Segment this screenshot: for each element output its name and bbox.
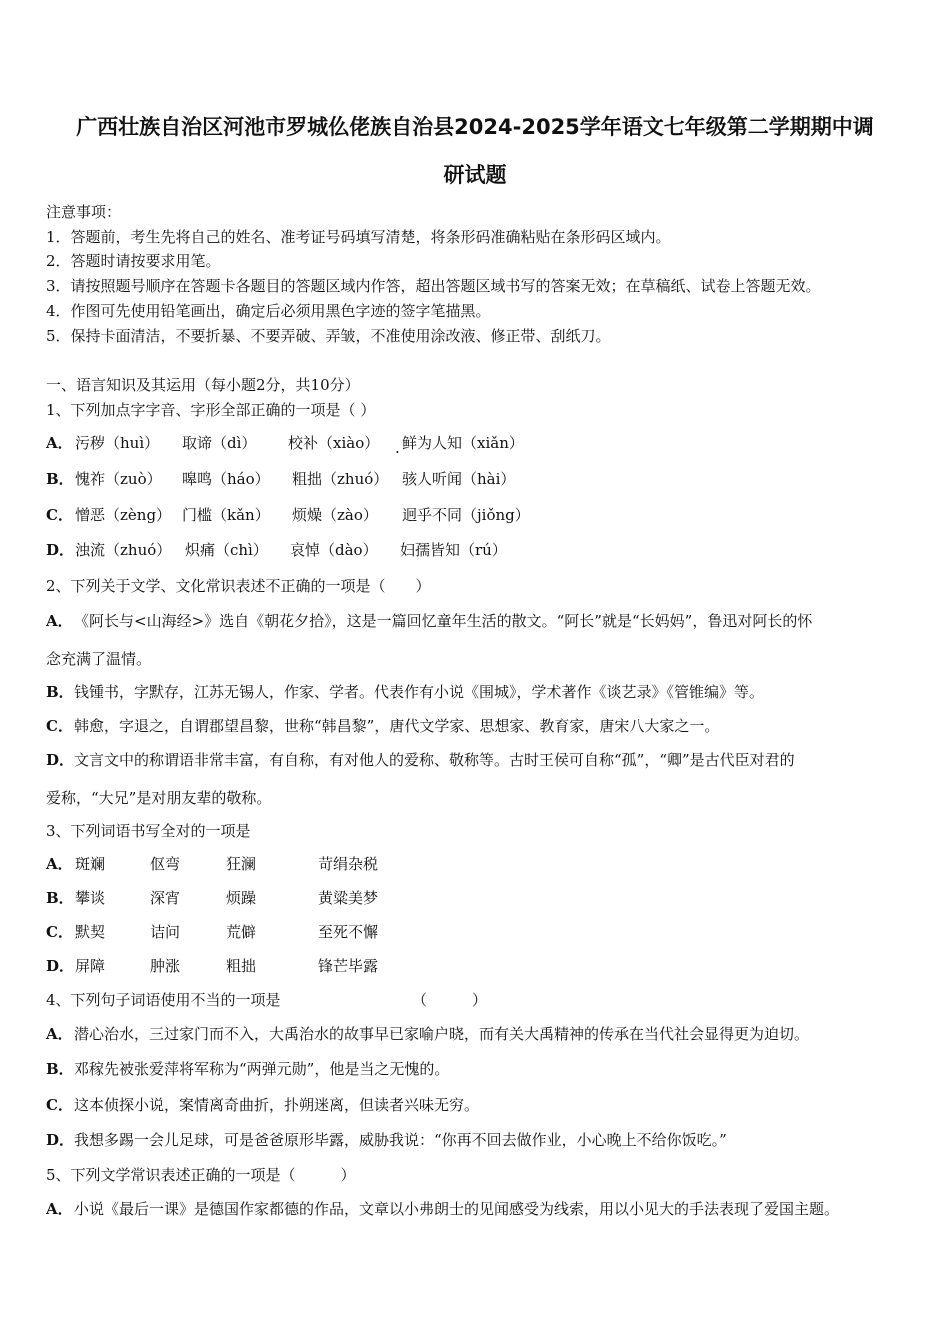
- q1-d-item: 妇孺皆知（rú）: [400, 541, 507, 559]
- q3-d-word: 锋芒毕露: [318, 957, 379, 975]
- option-text: 《阿长与<山海经>》选自《朝花夕拾》，这是一篇回忆童年生活的散文。“阿长”就是“长妈妈”，鲁迅对阿长的怀: [74, 612, 813, 630]
- q3-d-word: 肿涨: [150, 957, 181, 975]
- q3-b-word: 烦躁: [226, 889, 257, 907]
- q2-option-d[interactable]: [46, 750, 795, 770]
- q2-option-a-cont: 念充满了温情。: [46, 650, 152, 668]
- q1-c-item: 烦燥（zào）: [292, 506, 378, 524]
- notice-item: 4．作图可先使用铅笔画出，确定后必须用黑色字迹的签字笔描黑。: [46, 302, 491, 320]
- q1-d-item: 炽痛（chì）: [185, 541, 268, 559]
- q1-c-item: 憎恶（zèng）: [75, 506, 172, 524]
- option-key: D．: [46, 957, 75, 975]
- q3-a-word: 狂澜: [226, 855, 257, 873]
- option-text: 韩愈，字退之，自谓郡望昌黎，世称“韩昌黎”，唐代文学家、思想家、教育家，唐宋八大家之一。: [74, 717, 720, 735]
- q2-option-b[interactable]: [46, 682, 764, 702]
- q4-option-b[interactable]: [46, 1059, 449, 1079]
- option-key: C．: [46, 923, 73, 941]
- question-5-stem: 5、下列文学常识表述正确的一项是（ ）: [46, 1166, 356, 1184]
- q1-a-item: 鲜为人知（xiǎn）: [402, 434, 524, 452]
- q3-b-word: 攀谈: [75, 889, 106, 907]
- answer-blank: （ ）: [412, 991, 488, 1009]
- option-key: C．: [46, 717, 73, 735]
- q4-option-a[interactable]: [46, 1024, 809, 1044]
- q1-a-item: 取谛（dì）: [182, 434, 257, 452]
- page-title-line2: 研试题: [443, 163, 507, 187]
- q3-c-word: 诘问: [150, 923, 181, 941]
- q1-b-item: 粗拙（zhuó）: [292, 470, 389, 488]
- q3-c-word: 默契: [75, 923, 106, 941]
- option-text: 潜心治水，三过家门而不入，大禹治水的故事早已家喻户晓，而有关大禹精神的传承在当代社会显得更为迫切。: [74, 1025, 810, 1043]
- q5-option-a[interactable]: [46, 1199, 839, 1219]
- section-heading: 一、语言知识及其运用（每小题2分，共10分）: [46, 376, 360, 394]
- notice-item: 3．请按照题号顺序在答题卡各题目的答题区域内作答，超出答题区域书写的答案无效；在草稿纸、试卷上答题无效。: [46, 277, 821, 295]
- q3-a-word: 伛弯: [150, 855, 181, 873]
- q4-option-c[interactable]: [46, 1095, 479, 1115]
- option-text: 小说《最后一课》是德国作家都德的作品，文章以小弗朗士的见闻感受为线索，用以小见大的手法表现了爱国主题。: [74, 1200, 840, 1218]
- option-key: C．: [46, 506, 73, 524]
- q1-option-a[interactable]: [46, 433, 74, 453]
- notice-heading: 注意事项：: [46, 203, 122, 221]
- q2-option-c[interactable]: [46, 716, 719, 736]
- question-4-stem: 4、下列句子词语使用不当的一项是: [46, 991, 281, 1009]
- q1-b-item: 嗥鸣（háo）: [182, 470, 270, 488]
- option-text: 我想多踢一会儿足球，可是爸爸原形毕露，威胁我说：“你再不回去做作业，小心晚上不给你饭吃。”: [74, 1131, 727, 1149]
- q3-option-c[interactable]: [46, 922, 74, 942]
- q1-d-item: 哀悼（dào）: [290, 541, 378, 559]
- q3-d-word: 屏障: [75, 957, 106, 975]
- option-key: A．: [46, 612, 73, 630]
- q4-option-d[interactable]: [46, 1130, 727, 1150]
- q3-c-word: 荒僻: [226, 923, 257, 941]
- q1-option-c[interactable]: [46, 505, 74, 525]
- question-3-stem: 3、下列词语书写全对的一项是: [46, 822, 251, 840]
- q1-c-item: 门槛（kǎn）: [182, 506, 270, 524]
- q1-b-item: 骇人听闻（hài）: [402, 470, 516, 488]
- q3-b-word: 深宵: [150, 889, 181, 907]
- page-title-line1: 广西壮族自治区河池市罗城仫佬族自治县2024-2025学年语文七年级第二学期期中调: [76, 115, 874, 139]
- q3-option-b[interactable]: [46, 888, 74, 908]
- option-key: B．: [46, 889, 74, 907]
- q3-a-word: 斑斓: [75, 855, 106, 873]
- q3-b-word: 黄粱美梦: [318, 889, 379, 907]
- option-key: A．: [46, 434, 73, 452]
- q1-a-item: 污秽（huì）: [75, 434, 160, 452]
- option-key: B．: [46, 683, 74, 701]
- option-key: A．: [46, 855, 73, 873]
- option-key: D．: [46, 541, 75, 559]
- notice-item: 2．答题时请按要求用笔。: [46, 252, 221, 270]
- option-key: C．: [46, 1096, 73, 1114]
- option-text: 邓稼先被张爱萍将军称为“两弹元勋”，他是当之无愧的。: [74, 1060, 450, 1078]
- notice-item: 1．答题前，考生先将自己的姓名、准考证号码填写清楚，将条形码准确粘贴在条形码区域内。: [46, 228, 671, 246]
- q2-option-a[interactable]: [46, 611, 812, 631]
- option-text: 文言文中的称谓语非常丰富，有自称，有对他人的爱称、敬称等。古时王侯可自称“孤”，“卿”是古代臣对君的: [74, 751, 795, 769]
- option-key: A．: [46, 1025, 73, 1043]
- q3-a-word: 苛绢杂税: [318, 855, 379, 873]
- question-1-stem: 1、下列加点字字音、字形全部正确的一项是（ ）: [46, 401, 376, 419]
- q3-c-word: 至死不懈: [318, 923, 379, 941]
- option-key: A．: [46, 1200, 73, 1218]
- q1-option-d[interactable]: [46, 540, 74, 560]
- q2-option-d-cont: 爱称，“大兄”是对朋友辈的敬称。: [46, 789, 272, 807]
- notice-item: 5．保持卡面清洁，不要折暴、不要弄破、弄皱，不准使用涂改液、修正带、刮纸刀。: [46, 327, 611, 345]
- q1-b-item: 愧祚（zuò）: [75, 470, 162, 488]
- q1-a-item: 校补（xiào）: [288, 434, 380, 452]
- option-key: D．: [46, 751, 75, 769]
- option-text: 钱锺书，字默存，江苏无锡人，作家、学者。代表作有小说《围城》，学术著作《谈艺录》《管锥编》等。: [74, 683, 765, 701]
- option-key: B．: [46, 470, 74, 488]
- emphasis-dot: ·: [395, 443, 400, 461]
- q3-d-word: 粗拙: [226, 957, 257, 975]
- option-text: 这本侦探小说，案情离奇曲折，扑朔迷离，但读者兴味无穷。: [74, 1096, 480, 1114]
- question-2-stem: 2、下列关于文学、文化常识表述不正确的一项是（ ）: [46, 577, 431, 595]
- option-key: B．: [46, 1060, 74, 1078]
- q3-option-a[interactable]: [46, 854, 74, 874]
- option-key: D．: [46, 1131, 75, 1149]
- q1-d-item: 浊流（zhuó）: [75, 541, 172, 559]
- q1-option-b[interactable]: [46, 469, 74, 489]
- q3-option-d[interactable]: [46, 956, 74, 976]
- q1-c-item: 迥乎不同（jiǒng）: [402, 506, 530, 524]
